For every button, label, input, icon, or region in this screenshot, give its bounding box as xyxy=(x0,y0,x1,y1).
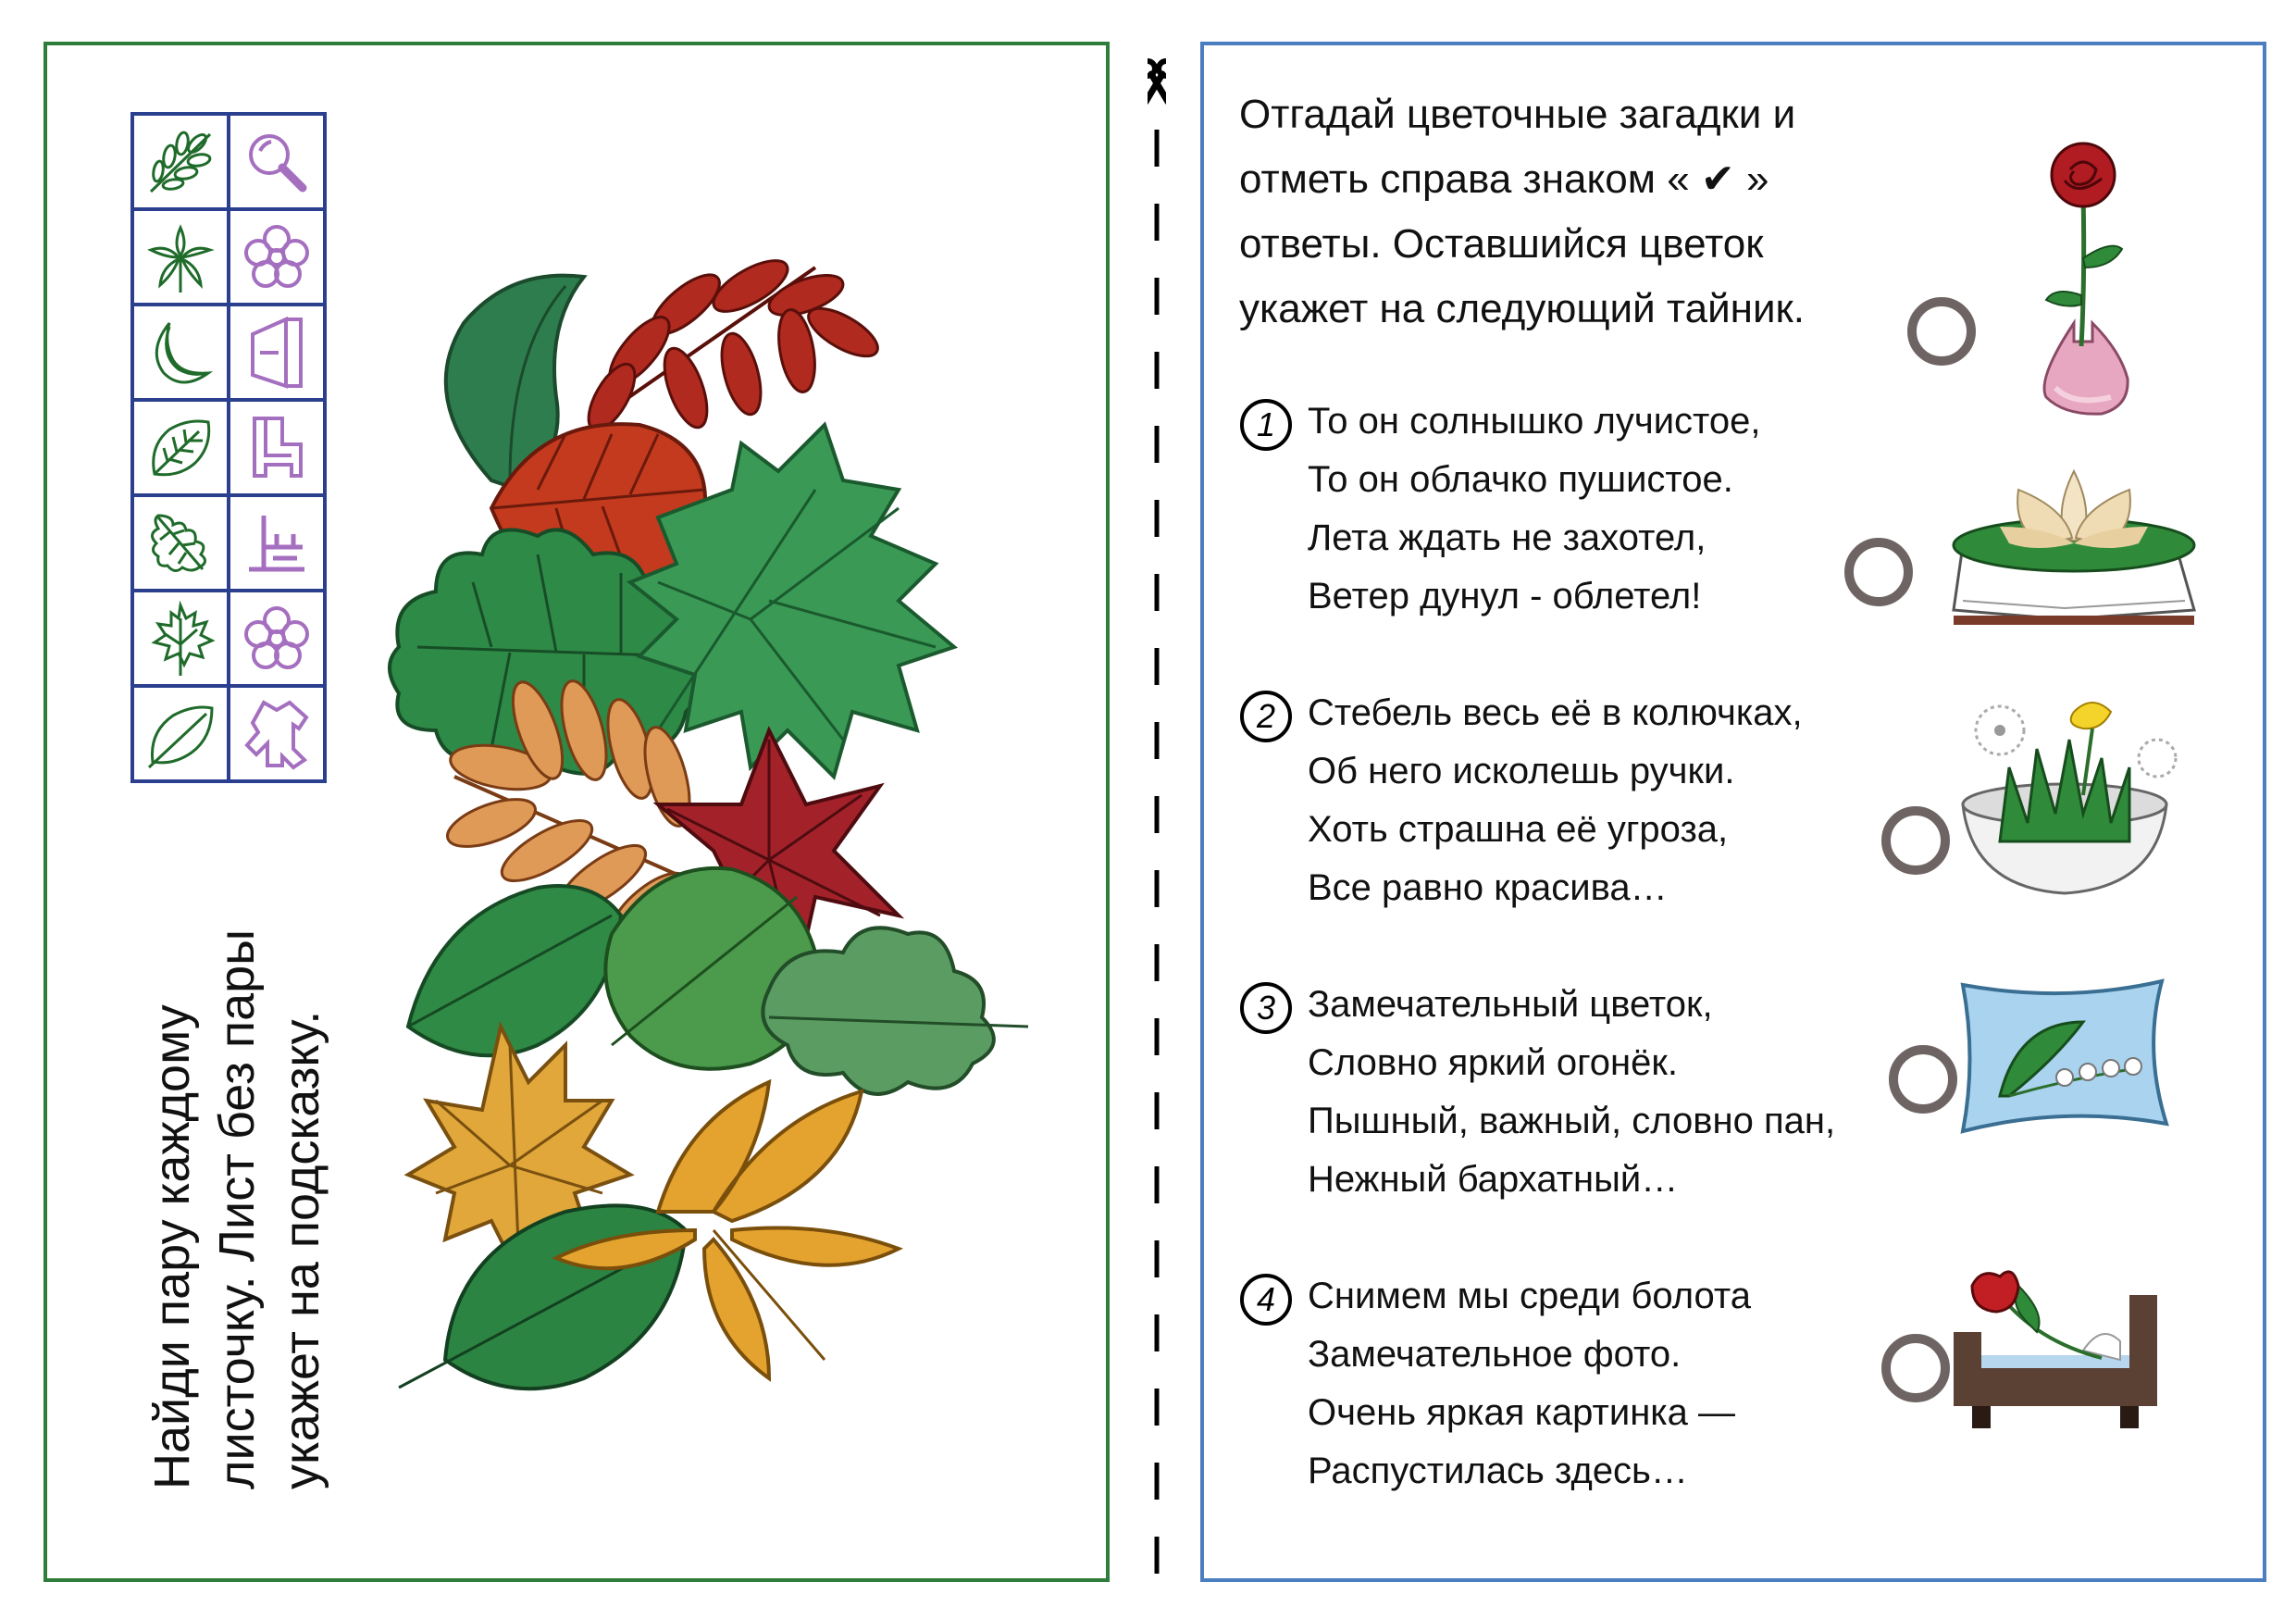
riddle-line: Распустилась здесь… xyxy=(1308,1451,1688,1491)
leaf-matching-panel xyxy=(43,42,1110,1582)
legend-row xyxy=(132,400,325,495)
riddle-line: Ветер дунул - облетел! xyxy=(1308,576,1702,616)
lily-of-the-valley-on-pillow-picture xyxy=(1944,966,2176,1142)
legend-row xyxy=(132,305,325,400)
legend-hint-cell xyxy=(229,400,325,495)
number-badge-3 xyxy=(1239,981,1293,1035)
legend-leaf-cell xyxy=(132,209,229,305)
answer-circle-rose[interactable] xyxy=(1907,297,1976,366)
svg-text:3: 3 xyxy=(1256,989,1276,1027)
oak-leaf-icon xyxy=(142,504,219,582)
star-leaf-icon xyxy=(142,218,219,296)
crescent-leaf-icon xyxy=(142,314,219,392)
legend-row xyxy=(132,686,325,781)
legend-hint-cell xyxy=(229,686,325,781)
legend-row xyxy=(132,209,325,305)
legend-leaf-cell xyxy=(132,686,229,781)
riddle-line: Замечательный цветок, xyxy=(1308,984,1713,1025)
armchair-icon xyxy=(240,409,314,487)
water-lily-on-book-picture xyxy=(1944,443,2203,629)
legend-hint-cell xyxy=(229,591,325,686)
legend-hint-cell xyxy=(229,305,325,400)
number-badge-4 xyxy=(1239,1273,1293,1326)
rose-in-vase-picture xyxy=(2018,138,2148,416)
number-badge-2 xyxy=(1239,690,1293,743)
answer-circle-tulip[interactable] xyxy=(1881,1334,1950,1402)
instruction-line: укажет на подсказку. xyxy=(274,1010,329,1489)
leaf-instruction xyxy=(140,823,334,1489)
legend-leaf-cell xyxy=(132,495,229,591)
answer-circle-dandelion[interactable] xyxy=(1881,806,1950,875)
riddle-line: Об него исколешь ручки. xyxy=(1308,751,1735,791)
legend-row xyxy=(132,495,325,591)
riddle-line: Нежный бархатный… xyxy=(1308,1159,1679,1200)
flower-riddles-panel xyxy=(1200,42,2266,1582)
riddle-line: То он солнышко лучистое, xyxy=(1308,401,1761,442)
riddle-line: Хоть страшна её угроза, xyxy=(1308,809,1729,850)
leaflet-compound-icon xyxy=(142,123,219,201)
riddles-intro xyxy=(1239,82,1887,342)
legend-leaf-cell xyxy=(132,400,229,495)
red-compound-leaf xyxy=(579,251,885,437)
legend-leaf-cell xyxy=(132,114,229,209)
flower-icon xyxy=(240,220,314,294)
birch-leaf-icon xyxy=(142,409,219,487)
legend-hint-cell xyxy=(229,495,325,591)
dandelions-in-bowl-picture xyxy=(1944,684,2185,906)
legend-hint-cell xyxy=(229,209,325,305)
riddle-line: Замечательное фото. xyxy=(1308,1334,1682,1375)
legend-row xyxy=(132,591,325,686)
riddle-line: Пышный, важный, словно пан, xyxy=(1308,1101,1836,1141)
autumn-leaves-illustration xyxy=(380,212,1047,1434)
intro-line: отметь справа знаком « ✔ » xyxy=(1239,156,1769,202)
svg-text:2: 2 xyxy=(1256,697,1276,735)
instruction-line: листочку. Лист без пары xyxy=(209,929,265,1489)
intro-line: укажет на следующий тайник. xyxy=(1239,286,1805,331)
answer-circle-water-lily[interactable] xyxy=(1844,538,1913,606)
scissors-icon xyxy=(1148,61,1166,102)
legend-leaf-cell xyxy=(132,591,229,686)
oval-leaf-icon xyxy=(142,695,219,773)
riddle-line: То он облачко пушистое. xyxy=(1308,459,1733,500)
leaf-legend-table xyxy=(130,112,327,783)
flower-icon xyxy=(240,602,314,676)
cut-line xyxy=(1148,37,1166,1592)
riddle-line: Словно яркий огонёк. xyxy=(1308,1042,1678,1083)
shirt-icon xyxy=(240,695,314,773)
riddle-line: Лета ждать не захотел, xyxy=(1308,517,1706,558)
instruction-line: Найди пару каждому xyxy=(144,1004,200,1489)
legend-row xyxy=(132,114,325,209)
riddle-line: Снимем мы среди болота xyxy=(1308,1276,1752,1316)
maple-leaf-icon xyxy=(142,600,219,678)
legend-hint-cell xyxy=(229,114,325,209)
riddle-line: Все равно красива… xyxy=(1308,867,1668,908)
tulip-on-bed-picture xyxy=(1944,1267,2166,1434)
intro-line: Отгадай цветочные загадки и xyxy=(1239,92,1796,137)
riddle-line: Очень яркая картинка — xyxy=(1308,1392,1736,1433)
svg-text:4: 4 xyxy=(1256,1280,1276,1318)
chair-icon xyxy=(240,504,314,582)
svg-text:1: 1 xyxy=(1256,405,1276,443)
door-icon xyxy=(240,314,314,392)
number-badge-1 xyxy=(1239,398,1293,452)
intro-line: ответы. Оставшийся цветок xyxy=(1239,221,1764,267)
riddle-line: Стебель весь её в колючках, xyxy=(1308,692,1803,733)
green-birch-leaf xyxy=(408,886,621,1055)
legend-leaf-cell xyxy=(132,305,229,400)
magnifier-icon xyxy=(240,125,314,199)
